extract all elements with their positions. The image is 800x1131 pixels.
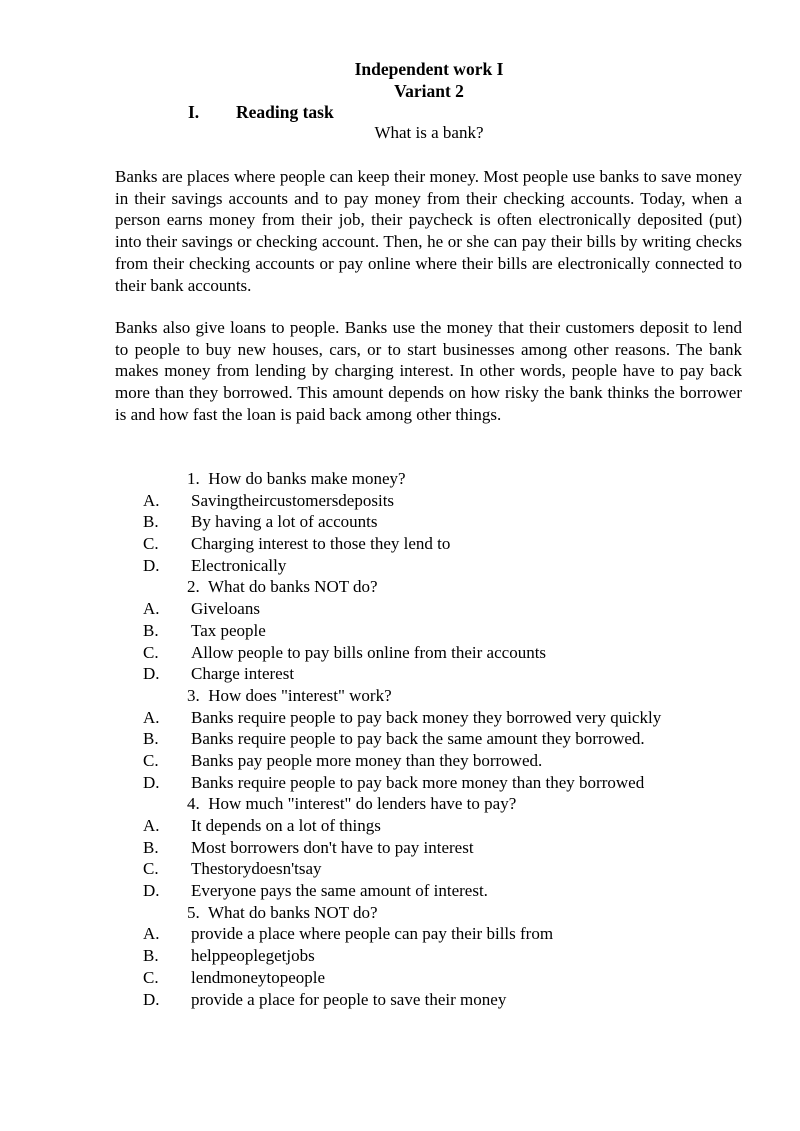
option-text: Charge interest <box>191 664 295 684</box>
option-text: Everyone pays the same amount of interest. <box>191 881 488 901</box>
option-row <box>0 967 800 989</box>
option-letter: D. <box>143 555 160 575</box>
option-letter: A. <box>143 816 160 835</box>
question-2 <box>0 576 800 598</box>
reading-paragraph-2: Banks also give loans to people. Banks use the money that their customers deposit to lend to people to buy new houses, cars, or to start businesses among other reasons. The bank makes money from lending by charging interest. In other words, people have to pay back more than they borrowed. This amount depends on how risky the bank thinks the borrower is and how fast the loan is paid back among other things. <box>115 318 742 424</box>
option-row <box>0 707 800 729</box>
option-letter: C. <box>143 750 159 770</box>
option-text: Allow people to pay bills online from their accounts <box>191 642 547 662</box>
option-text: helppeoplegetjobs <box>191 946 315 966</box>
option-text: lendmoneytopeople <box>191 967 326 987</box>
option-letter: D. <box>143 772 160 792</box>
question-1 <box>0 468 800 490</box>
section-title: Reading task <box>236 102 334 122</box>
option-text: Charging interest to those they lend to <box>191 534 451 554</box>
question-text: What do banks NOT do? <box>207 577 378 597</box>
question-number: 1. <box>187 469 200 488</box>
question-4 <box>0 793 800 815</box>
question-number: 4. <box>187 794 200 814</box>
option-text: Thestorydoesn'tsay <box>191 859 322 879</box>
question-text: How do banks make money? <box>208 469 406 488</box>
question-number: 2. <box>187 577 200 597</box>
option-letter: B. <box>143 729 159 749</box>
option-text: Banks require people to pay back the same amount they borrowed. <box>191 729 645 749</box>
option-row <box>0 620 800 642</box>
option-text: Banks require people to pay back more money than they borrowed <box>191 772 645 792</box>
option-letter: B. <box>143 620 159 640</box>
option-letter: C. <box>143 642 159 662</box>
option-row <box>0 728 800 750</box>
option-text: By having a lot of accounts <box>191 512 378 532</box>
option-text: Most borrowers don't have to pay interest <box>191 837 474 857</box>
option-text: Giveloans <box>191 599 260 619</box>
option-row <box>0 945 800 967</box>
option-text: provide a place for people to save their money <box>191 989 507 1009</box>
option-text: provide a place where people can pay their bills from <box>191 924 554 944</box>
document-title: Independent work I <box>354 59 504 79</box>
option-row <box>0 750 800 772</box>
section-number: I. <box>188 102 200 122</box>
question-text: How does "interest" work? <box>208 685 392 705</box>
option-row <box>0 490 800 512</box>
option-row <box>0 815 800 837</box>
option-row <box>0 555 800 577</box>
option-row <box>0 642 800 664</box>
question-text: What do banks NOT do? <box>207 902 378 922</box>
question-3 <box>0 685 800 707</box>
option-letter: B. <box>143 946 159 966</box>
option-row <box>0 598 800 620</box>
option-letter: B. <box>143 512 159 532</box>
option-text: Banks pay people more money than they borrowed. <box>191 750 543 770</box>
reading-paragraph-1: Banks are places where people can keep their money. Most people use banks to save money in their savings accounts and to pay money from their checking accounts. Today, when a person earns money from their job, their paycheck is often electronically deposited (put) into their savings or checking account. Then, he or she can pay their bills by writing checks from their checking accounts or pay online where their bills are electronically connected to their bank accounts. <box>115 167 742 295</box>
reading-heading: What is a bank? <box>374 123 484 142</box>
option-letter: D. <box>143 881 160 901</box>
option-text: It depends on a lot of things <box>191 816 381 835</box>
option-text: Electronically <box>191 555 287 575</box>
option-row <box>0 511 800 533</box>
option-row <box>0 989 800 1011</box>
option-text: Tax people <box>191 620 266 640</box>
option-row <box>0 923 800 945</box>
option-letter: D. <box>143 989 160 1009</box>
option-letter: B. <box>143 837 159 857</box>
option-letter: D. <box>143 664 160 684</box>
option-letter: C. <box>143 967 159 987</box>
variant-label: Variant 2 <box>394 81 464 101</box>
question-text: How much "interest" do lenders have to pay? <box>208 794 517 814</box>
option-row <box>0 663 800 685</box>
option-row <box>0 880 800 902</box>
option-row <box>0 858 800 880</box>
question-list <box>0 468 800 1010</box>
option-letter: C. <box>143 859 159 879</box>
option-row <box>0 533 800 555</box>
option-letter: A. <box>143 490 160 510</box>
option-text: Savingtheircustomersdeposits <box>191 490 395 510</box>
option-letter: A. <box>143 707 160 727</box>
option-letter: C. <box>143 534 159 554</box>
question-number: 3. <box>187 685 200 705</box>
option-row <box>0 772 800 794</box>
question-5 <box>0 902 800 924</box>
option-letter: A. <box>143 924 160 944</box>
question-number: 5. <box>187 902 200 922</box>
option-text: Banks require people to pay back money they borrowed very quickly <box>191 707 662 727</box>
option-letter: A. <box>143 599 160 619</box>
option-row <box>0 837 800 859</box>
